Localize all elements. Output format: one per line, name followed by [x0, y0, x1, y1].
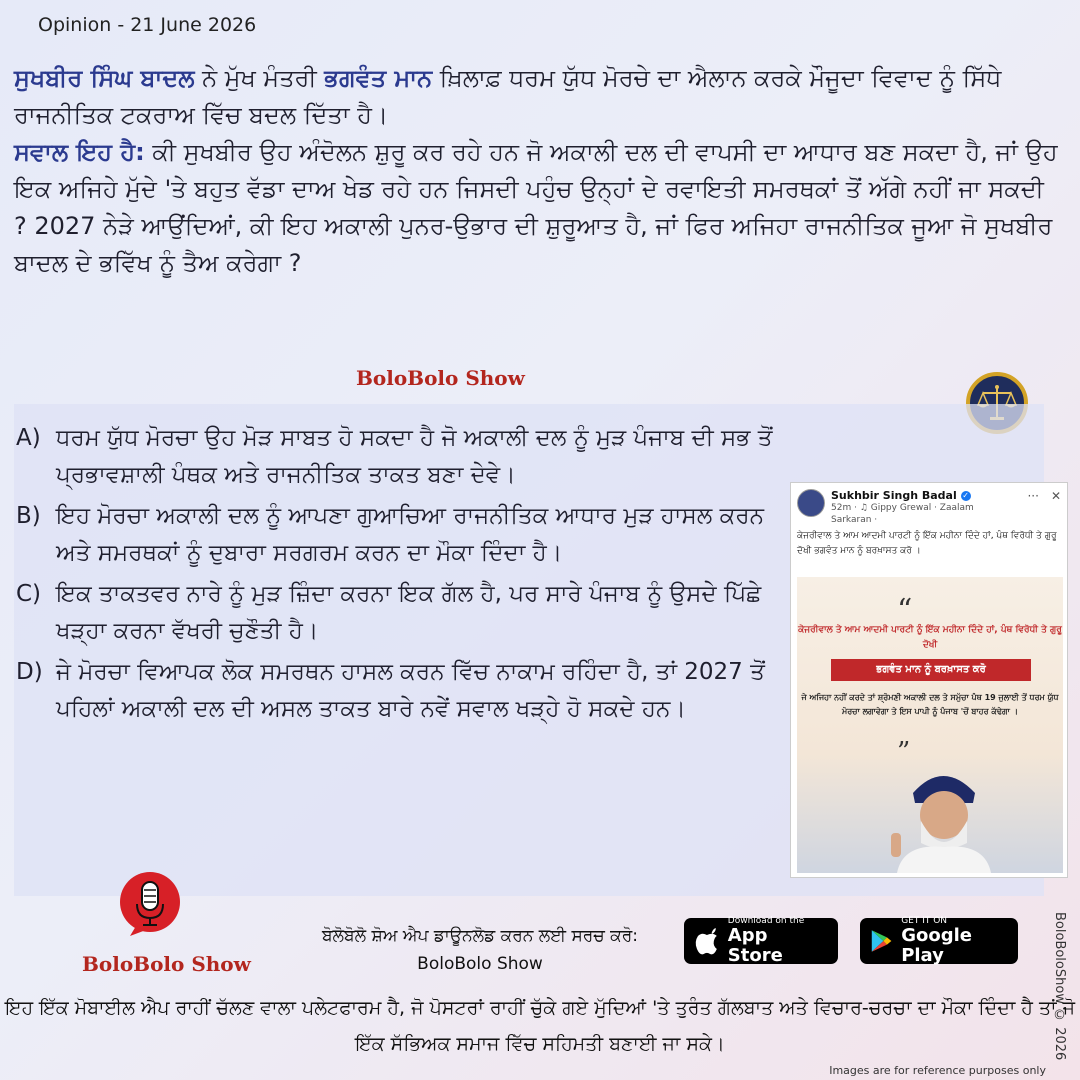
google-play-icon — [870, 927, 893, 955]
post-image — [797, 577, 1063, 873]
google-play-button[interactable] — [860, 918, 1018, 964]
option-c — [16, 576, 786, 650]
footer-description: ਇਹ ਇੱਕ ਮੋਬਾਈਲ ਐਪ ਰਾਹੀਂ ਚੱਲਣ ਵਾਲਾ ਪਲੇਟਫਾਰਮ ਹੈ, ਜੋ ਪੋਸਟਰਾਂ ਰਾਹੀਂ ਚੁੱਕੇ ਗਏ ਮੁੱਦਿਆਂ 'ਤੇ ਤੁਰੰਤ ਗੱਲਬਾਤ ਅਤੇ ਵਿਚਾਰ-ਚਰਚਾ ਦਾ ਮੌਕਾ ਦਿੰਦਾ ਹੈ ਤਾਂ ਜੋ ਇੱਕ ਸੱਭਿਅਕ ਸਮਾਜ ਵਿੱਚ ਸਹਿਮਤੀ ਬਣਾਈ ਜਾ ਸਕੇ। — [4, 997, 1075, 1055]
verified-badge-icon: ✓ — [962, 491, 969, 500]
post-author-name: Sukhbir Singh Badal — [831, 489, 957, 502]
quote-open-icon: “ — [897, 593, 913, 628]
question-text: ਕੀ ਸੁਖਬੀਰ ਉਹ ਅੰਦੋਲਨ ਸ਼ੁਰੂ ਕਰ ਰਹੇ ਹਨ ਜੋ ਅਕਾਲੀ ਦਲ ਦੀ ਵਾਪਸੀ ਦਾ ਆਧਾਰ ਬਣ ਸਕਦਾ ਹੈ, ਜਾਂ ਉਹ ਇਕ ਅਜਿਹੇ ਮੁੱਦੇ 'ਤੇ ਬਹੁਤ ਵੱਡਾ ਦਾਅ ਖੇਡ ਰਹੇ ਹਨ ਜਿਸਦੀ ਪਹੁੰਚ ਉਨ੍ਹਾਂ ਦੇ ਰਵਾਇਤੀ ਸਮਰਥਕਾਂ ਤੋਂ ਅੱਗੇ ਨਹੀਂ ਜਾ ਸਕਦੀ ? 2027 ਨੇੜੇ ਆਉਂਦਿਆਂ, ਕੀ ਇਹ ਅਕਾਲੀ ਪੁਨਰ-ਉਭਾਰ ਦੀ ਸ਼ੁਰੂਆਤ ਹੈ, ਜਾਂ ਫਿਰ ਅਜਿਹਾ ਰਾਜਨੀਤਿਕ ਜੂਆ ਜੋ ਸੁਖਬੀਰ ਬਾਦਲ ਦੇ ਭਵਿੱਖ ਨੂੰ ਤੈਅ ਕਰੇਗਾ ? — [14, 138, 1058, 277]
close-icon: ✕ — [1050, 489, 1061, 503]
reference-disclaimer: Images are for reference purposes only — [829, 1064, 1046, 1077]
post-date: Opinion - 21 June 2026 — [38, 14, 257, 36]
avatar — [797, 489, 825, 517]
app-store-label: App Store — [727, 925, 783, 966]
brand-watermark: BoloBolo Show — [356, 366, 525, 390]
option-a — [16, 420, 786, 494]
post-image-black-text: ਜੇ ਅਜਿਹਾ ਨਹੀਂ ਕਰਦੇ ਤਾਂ ਸ਼੍ਰੋਮਣੀ ਅਕਾਲੀ ਦਲ ਤੇ ਸਮੁੱਚਾ ਪੰਥ 19 ਜੁਲਾਈ ਤੋਂ ਧਰਮ ਯੁੱਧ ਮੋਰਚਾ ਲਗਾਵੇਗਾ ਤੇ ਇਸ ਪਾਪੀ ਨੂੰ ਪੰਜਾਬ 'ਚੋਂ ਬਾਹਰ ਕੱਢੇਗਾ । — [801, 693, 1059, 716]
question-label: ਸਵਾਲ ਇਹ ਹੈ: — [14, 138, 145, 166]
highlight-name-sukhbir: ਸੁਖਬੀਰ ਸਿੰਘ ਬਾਦਲ — [14, 64, 195, 92]
app-store-button[interactable] — [684, 918, 838, 964]
copyright-vertical: BoloBoloShow © 2026 — [1052, 912, 1067, 1061]
option-text: ਇਹ ਮੋਰਚਾ ਅਕਾਲੀ ਦਲ ਨੂੰ ਆਪਣਾ ਗੁਆਚਿਆ ਰਾਜਨੀਤਿਕ ਆਧਾਰ ਮੁੜ ਹਾਸਲ ਕਰਨ ਅਤੇ ਸਮਰਥਕਾਂ ਨੂੰ ਦੁਬਾਰਾ ਸਰਗਰਮ ਕਰਨ ਦਾ ਮੌਕਾ ਦਿੰਦਾ ਹੈ। — [56, 503, 764, 566]
apple-icon — [694, 926, 720, 956]
post-image-red-text: ਕੇਜਰੀਵਾਲ ਤੇ ਆਮ ਆਦਮੀ ਪਾਰਟੀ ਨੂੰ ਇੱਕ ਮਹੀਨਾ ਦਿੰਦੇ ਹਾਂ, ਪੰਥ ਵਿਰੋਧੀ ਤੇ ਗੁਰੂ ਦੋਖੀ — [798, 625, 1062, 650]
more-options-icon: ··· — [1027, 489, 1039, 503]
microphone-icon — [116, 868, 184, 938]
post-meta-line1: 52m · ♫ Gippy Grewal · Zaalam — [831, 503, 974, 513]
option-b — [16, 498, 786, 572]
google-play-label: Google Play — [901, 925, 972, 966]
highlight-name-bhagwant: ਭਗਵੰਤ ਮਾਨ — [324, 64, 433, 92]
option-letter: D) — [16, 659, 43, 685]
facebook-post-screenshot — [790, 482, 1068, 878]
option-text: ਧਰਮ ਯੁੱਧ ਮੋਰਚਾ ਉਹ ਮੋੜ ਸਾਬਤ ਹੋ ਸਕਦਾ ਹੈ ਜੋ ਅਕਾਲੀ ਦਲ ਨੂੰ ਮੁੜ ਪੰਜਾਬ ਦੀ ਸਭ ਤੋਂ ਪ੍ਰਭਾਵਸ਼ਾਲੀ ਪੰਥਕ ਅਤੇ ਰਾਜਨੀਤਿਕ ਤਾਕਤ ਬਣਾ ਦੇਵੇ। — [56, 425, 773, 488]
options-list — [16, 420, 786, 732]
option-letter: B) — [16, 503, 41, 529]
post-image-banner: ਭਗਵੰਤ ਮਾਨ ਨੂੰ ਬਰਖ਼ਾਸਤ ਕਰੋ — [831, 659, 1031, 681]
post-header — [791, 483, 1067, 527]
post-caption: ਕੇਜਰੀਵਾਲ ਤੇ ਆਮ ਆਦਮੀ ਪਾਰਟੀ ਨੂੰ ਇੱਕ ਮਹੀਨਾ ਦਿੰਦੇ ਹਾਂ, ਪੰਥ ਵਿਰੋਧੀ ਤੇ ਗੁਰੂ ਦੋਖੀ ਭਗਵੰਤ ਮਾਨ ਨੂੰ ਬਰਖ਼ਾਸਤ ਕਰੋ । — [797, 531, 1057, 556]
download-instructions — [270, 922, 690, 978]
post-meta-line2: Sarkaran · — [831, 515, 878, 525]
option-text: ਜੇ ਮੋਰਚਾ ਵਿਆਪਕ ਲੋਕ ਸਮਰਥਨ ਹਾਸਲ ਕਰਨ ਵਿੱਚ ਨਾਕਾਮ ਰਹਿੰਦਾ ਹੈ, ਤਾਂ 2027 ਤੋਂ ਪਹਿਲਾਂ ਅਕਾਲੀ ਦਲ ਦੀ ਅਸਲ ਤਾਕਤ ਬਾਰੇ ਨਵੇਂ ਸਵਾਲ ਖੜ੍ਹੇ ਹੋ ਸਕਦੇ ਹਨ। — [56, 659, 765, 722]
intro-text-2: ਖ਼ਿਲਾਫ਼ ਧਰਮ ਯੁੱਧ ਮੋਰਚੇ ਦਾ ਐਲਾਨ ਕਰਕੇ ਮੌਜੂਦਾ ਵਿਵਾਦ ਨੂੰ ਸਿੱਧੇ ਰਾਜਨੀਤਿਕ ਟਕਰਾਅ ਵਿੱਚ ਬਦਲ ਦਿੱਤਾ ਹੈ। — [14, 64, 1002, 129]
option-letter: C) — [16, 581, 42, 607]
app-store-small-label: Download on the — [727, 916, 805, 926]
download-line2: BoloBolo Show — [417, 954, 543, 974]
option-d — [16, 654, 786, 728]
google-play-small-label: GET IT ON — [901, 916, 948, 926]
download-line1: ਬੋਲੋਬੋਲੋ ਸ਼ੋਅ ਐਪ ਡਾਊਨਲੋਡ ਕਰਨ ਲਈ ਸਰਚ ਕਰੋ: — [321, 926, 639, 946]
quote-close-icon: ” — [897, 737, 911, 767]
option-text: ਇਕ ਤਾਕਤਵਰ ਨਾਰੇ ਨੂੰ ਮੁੜ ਜ਼ਿੰਦਾ ਕਰਨਾ ਇਕ ਗੱਲ ਹੈ, ਪਰ ਸਾਰੇ ਪੰਜਾਬ ਨੂੰ ਉਸਦੇ ਪਿੱਛੇ ਖੜ੍ਹਾ ਕਰਨਾ ਵੱਖਰੀ ਚੁਣੌਤੀ ਹੈ। — [56, 581, 762, 644]
option-letter: A) — [16, 425, 41, 451]
intro-paragraph — [14, 60, 1064, 282]
brand-logo-text: BoloBolo Show — [82, 952, 251, 976]
intro-text-1: ਨੇ ਮੁੱਖ ਮੰਤਰੀ — [194, 64, 325, 92]
person-photo — [883, 763, 1003, 873]
post-author — [831, 489, 974, 502]
